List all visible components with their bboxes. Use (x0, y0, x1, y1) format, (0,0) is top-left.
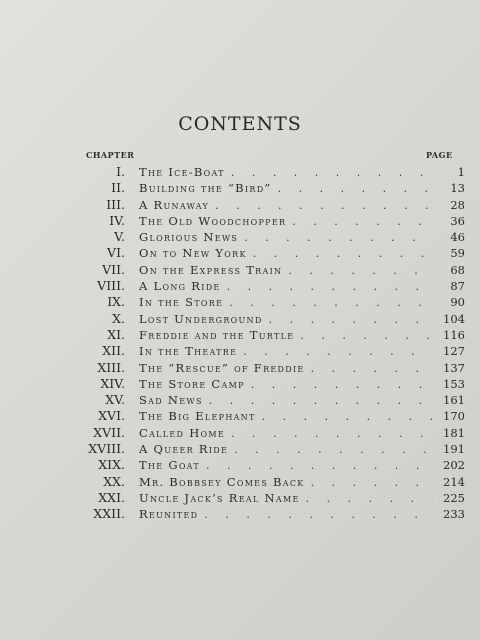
page-number: 153 (443, 376, 465, 391)
dot-leader (288, 263, 433, 279)
chapter-number: XI. (107, 326, 125, 342)
chapter-number: XVII. (93, 424, 125, 440)
dot-leader (215, 198, 433, 214)
dot-leader (227, 279, 433, 295)
chapter-title: On the Express Train (139, 262, 283, 277)
table-of-contents (70, 164, 465, 523)
dot-leader (300, 328, 433, 344)
dot-leader (243, 344, 433, 360)
page-number: 127 (443, 344, 465, 359)
toc-entry (70, 376, 465, 392)
chapter-number: XIII. (97, 359, 125, 375)
toc-entry (70, 245, 465, 261)
chapter-number: II. (111, 180, 125, 196)
dot-leader (311, 361, 433, 377)
page-number: 233 (443, 507, 465, 522)
toc-entry (70, 197, 465, 213)
dot-leader (269, 312, 433, 328)
toc-entry (70, 425, 465, 441)
toc-entry (70, 164, 465, 180)
page-number: 116 (443, 327, 465, 342)
page-number: 28 (450, 197, 465, 212)
toc-entry (70, 213, 465, 229)
chapter-number: VII. (102, 261, 125, 277)
page-number: 214 (443, 474, 465, 489)
chapter-number: XIV. (100, 375, 125, 391)
page-number: 137 (443, 360, 465, 375)
chapter-number: XXII. (93, 506, 125, 522)
dot-leader (253, 246, 433, 262)
toc-entry (70, 490, 465, 506)
page-column-header: PAGE (426, 150, 453, 160)
chapter-number: IX. (107, 294, 125, 310)
toc-entry (70, 278, 465, 294)
page-number: 68 (450, 262, 465, 277)
page-title: CONTENTS (178, 113, 302, 135)
chapter-title: In the Store (139, 295, 224, 310)
dot-leader (262, 409, 433, 425)
dot-leader (204, 507, 433, 523)
chapter-number: XVIII. (88, 441, 125, 457)
chapter-title: The Ice-Boat (139, 165, 225, 179)
chapter-title: A Queer Ride (139, 442, 229, 457)
chapter-number: X. (112, 310, 125, 326)
toc-entry (70, 262, 465, 278)
page-number: 13 (450, 181, 465, 196)
page-number: 181 (443, 425, 465, 440)
chapter-title: Building the “Bird” (139, 181, 272, 196)
dot-leader (231, 426, 433, 442)
page-number: 36 (450, 213, 465, 228)
chapter-number: VIII. (97, 278, 125, 294)
dot-leader (206, 458, 433, 474)
chapter-title: Freddie and the Turtle (139, 327, 295, 342)
dot-leader (306, 491, 433, 507)
chapter-title: A Long Ride (139, 279, 221, 294)
page-number: 161 (443, 393, 465, 408)
chapter-title: Mr. Bobbsey Comes Back (139, 474, 305, 489)
chapter-number: XXI. (98, 489, 125, 505)
chapter-number: XIX. (98, 457, 125, 473)
toc-entry (70, 229, 465, 245)
chapter-number: XX. (103, 473, 125, 489)
chapter-column-header: CHAPTER (86, 150, 135, 160)
toc-entry (70, 392, 465, 408)
chapter-title: Sad News (139, 393, 203, 408)
dot-leader (231, 165, 433, 181)
page-number: 170 (443, 409, 465, 424)
chapter-title: Called Home (139, 425, 226, 440)
chapter-title: In the Theatre (139, 344, 238, 359)
chapter-title: Lost Underground (139, 311, 263, 326)
dot-leader (229, 295, 433, 311)
chapter-title: The Big Elephant (139, 409, 256, 424)
page-number: 90 (450, 295, 465, 310)
page-number: 225 (443, 490, 465, 505)
toc-entry (70, 506, 465, 522)
page-number: 46 (450, 230, 465, 245)
toc-entry (70, 408, 465, 424)
chapter-number: XVI. (98, 408, 125, 424)
chapter-number: I. (116, 164, 125, 179)
page-number: 87 (450, 279, 465, 294)
chapter-number: IV. (109, 212, 125, 228)
chapter-title: Glorious News (139, 230, 239, 245)
chapter-title: Uncle Jack’s Real Name (139, 490, 300, 505)
chapter-number: III. (106, 196, 125, 212)
chapter-title: The Store Camp (139, 376, 245, 391)
chapter-number: XII. (102, 343, 125, 359)
toc-entry (70, 327, 465, 343)
page-number: 202 (443, 458, 465, 473)
dot-leader (311, 475, 433, 491)
chapter-title: A Runaway (139, 197, 210, 212)
toc-entry (70, 294, 465, 310)
dot-leader (251, 377, 433, 393)
page-number: 59 (450, 246, 465, 261)
toc-entry (70, 343, 465, 359)
toc-entry (70, 474, 465, 490)
dot-leader (209, 393, 433, 409)
chapter-number: V. (114, 229, 125, 245)
page-number: 191 (443, 442, 465, 457)
chapter-number: VI. (107, 245, 125, 261)
toc-entry (70, 441, 465, 457)
dot-leader (244, 230, 433, 246)
chapter-number: XV. (105, 392, 125, 408)
dot-leader (278, 181, 433, 197)
dot-leader (234, 442, 433, 458)
chapter-title: The “Rescue” of Freddie (139, 360, 305, 375)
toc-entry (70, 311, 465, 327)
dot-leader (292, 214, 433, 230)
toc-entry (70, 360, 465, 376)
chapter-title: The Goat (139, 458, 200, 473)
toc-entry (70, 180, 465, 196)
toc-entry (70, 457, 465, 473)
chapter-title: The Old Woodchopper (139, 213, 287, 228)
page-number: 1 (457, 165, 465, 179)
chapter-title: Reunited (139, 507, 199, 522)
page-number: 104 (443, 311, 465, 326)
chapter-title: On to New York (139, 246, 247, 261)
